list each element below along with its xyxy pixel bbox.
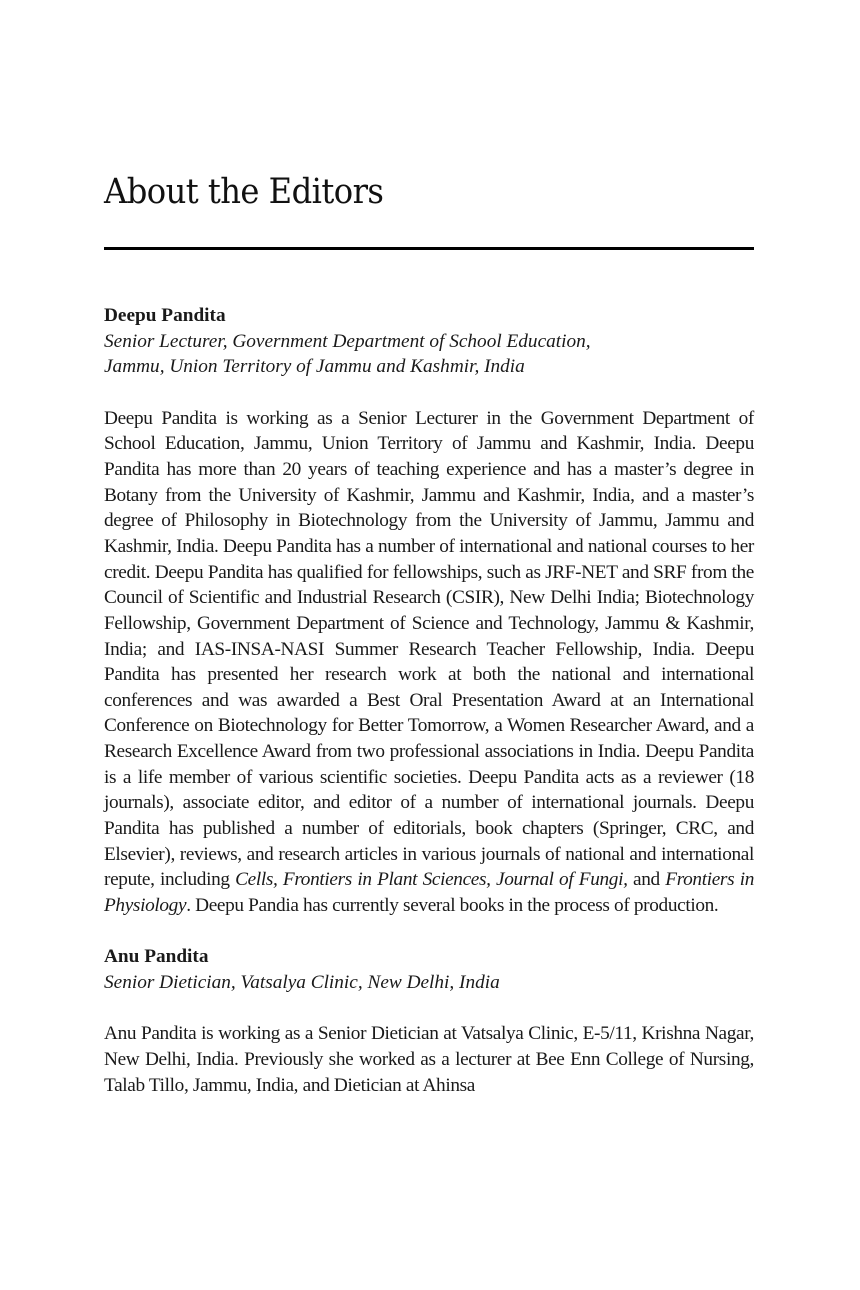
bio-journal-list: Cells, Frontiers in Plant Sciences, Journal of Fungi, — [235, 869, 628, 891]
editor-name: Deepu Pandita — [104, 305, 226, 326]
bio-text: Deepu Pandita is working as a Senior Lecturer in the Government Department of School Education, Jammu, Union Territory of Jammu and Kashmir, India. Deepu Pandita has more than 20 years of teaching experience and has a master’s degree in Botany from the University of Kashmir, Jammu and Kashmir, India, and a master’s degree of Philosophy in Biotechnology from the University of Jammu, Jammu and Kashmir, India. Deepu Pandita has a number of international and national courses to her credit. Deepu Pandita has qualified for fellowships, such as JRF-NET and SRF from the Council of Scientific and Industrial Research (CSIR), New Delhi India; Biotechnology Fellowship, Government Department of Science and Technology, Jammu & Kashmir, India; and IAS-INSA-NASI Summer Research Teacher Fellowship, India. Deepu Pandita has presented her research work at both the national and international conferences and was awarded a Best Oral Presentation Award at an International Conference on Biotechnology for Better Tomorrow, a Women Researcher Award, and a Research Excellence Award from two professional associations in India. Deepu Pandita is a life member of various scientific societies. Deepu Pandita acts as a reviewer (18 journals), associate editor, and editor of a number of international journals. Deepu Pandita has published a number of editorials, book chapters (Springer, CRC, and Elsevier), reviews, and research articles in various journals of national and international repute, including — [104, 407, 754, 891]
editor-bio — [104, 1021, 754, 1098]
bio-journal-name: Frontiers in Physiology — [104, 869, 754, 917]
bio-text: and — [627, 869, 666, 891]
bio-text: . Deepu Pandia has currently several books in the process of production. — [186, 895, 719, 917]
chapter-title: About the Editors — [104, 172, 384, 212]
editors-list — [104, 303, 754, 1098]
editor-bio — [104, 406, 754, 919]
editor-affiliation-line: Senior Dietician, Vatsalya Clinic, New Delhi, India — [104, 972, 500, 994]
editor-entry — [104, 303, 754, 919]
bio-text: Anu Pandita is working as a Senior Dietician at Vatsalya Clinic, E-5/11, Krishna Nagar, New Delhi, India. Previously she worked as a lecturer at Bee Enn College of Nursing, Talab Tillo, Jammu, India, and Dietician at Ahinsa — [104, 1023, 754, 1096]
editor-name: Anu Pandita — [104, 946, 209, 968]
editor-entry — [104, 944, 754, 1098]
title-divider — [104, 247, 754, 250]
editor-affiliation-line: Senior Lecturer, Government Department of School Education, — [104, 330, 591, 352]
editor-affiliation-line: Jammu, Union Territory of Jammu and Kashmir, India — [104, 356, 525, 378]
